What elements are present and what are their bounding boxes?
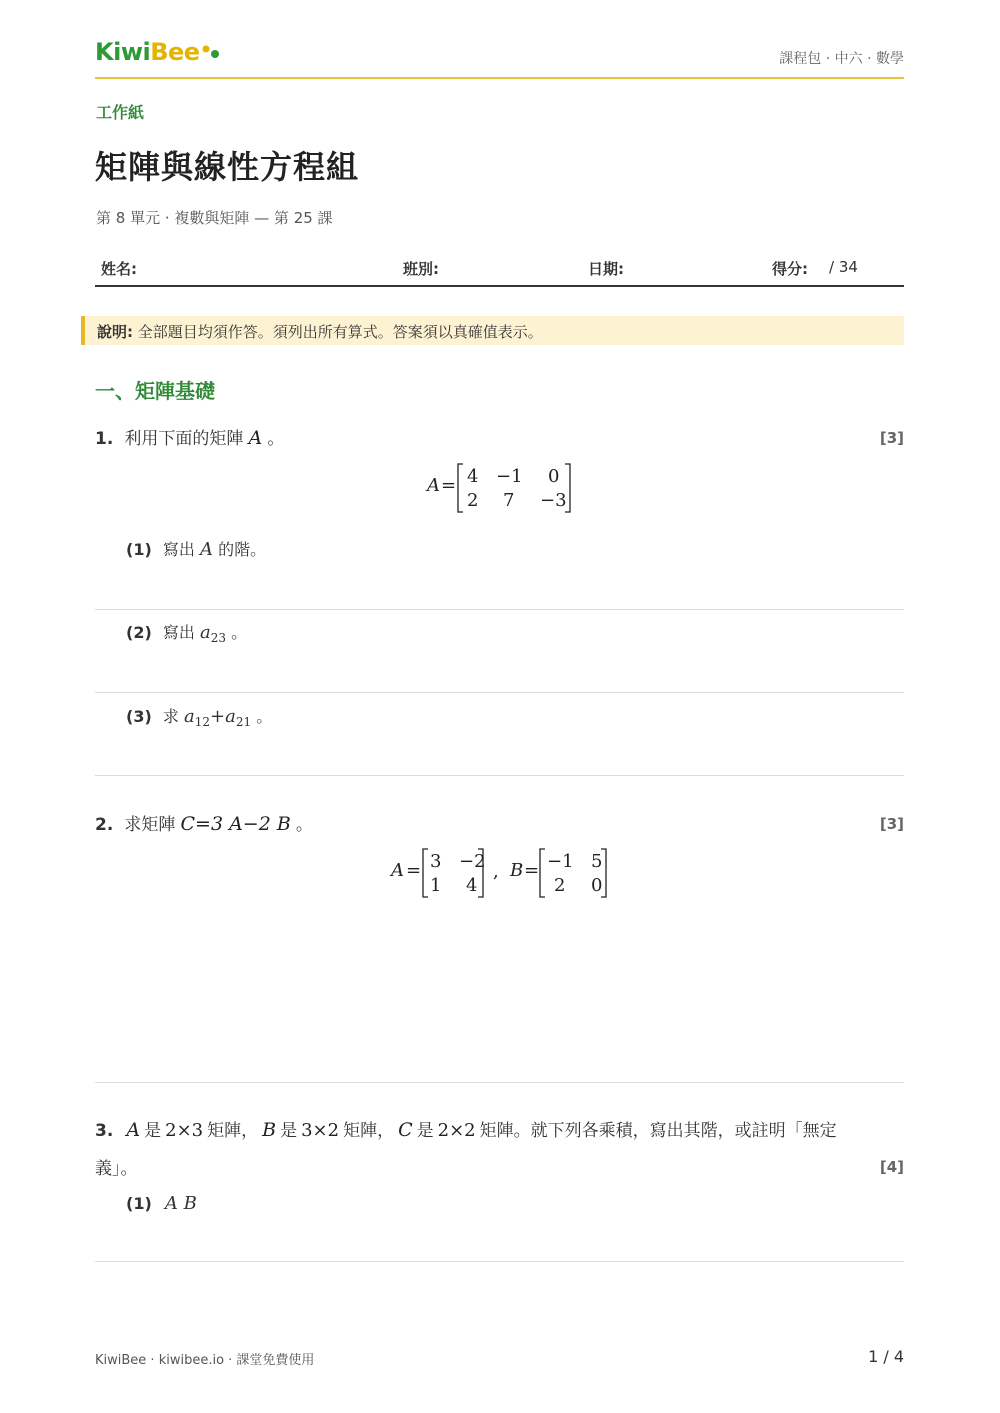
equals-sign: = [524,860,540,881]
question-3 [95,1116,904,1141]
worksheet-tag: 工作紙 [96,103,145,122]
question-text: 利用下面的矩陣 [124,429,244,449]
subquestion-text: 寫出 [162,540,195,559]
student-info-row [95,256,904,287]
score-total: / 34 [829,258,858,276]
question-text-end: 。 [267,429,285,449]
matrix-cell: −2 [459,851,486,872]
kiwibee-logo [95,38,200,66]
header-divider [95,77,904,79]
math-var: a [183,706,195,727]
class-label: 班別: [403,260,439,278]
matrix-cell: 0 [591,875,603,896]
subquestion-1 [126,1193,197,1214]
matrix-pair-display [391,847,611,899]
matrix-a-display [427,462,577,514]
question-number: 2. [95,815,114,835]
question-text-segment: 是 [144,1121,162,1141]
subquestion-text-end: 。 [256,707,273,726]
course-breadcrumb: 課程包 · 中六 · 數學 [779,51,904,67]
math-var: C [398,1119,413,1141]
matrix-cell: −3 [540,490,567,511]
answer-line [95,692,904,693]
equals-sign: = [406,860,422,881]
subquestion-text-end: 。 [231,623,248,642]
answer-line [95,1082,904,1083]
footer-text: KiwiBee · kiwibee.io · 課堂免費使用 [95,1353,315,1368]
question-2 [95,810,313,835]
matrix-cell: 3 [430,851,442,872]
subquestion-number: (3) [126,707,152,726]
question-text-segment: 是 [416,1121,434,1141]
date-label: 日期: [588,260,624,278]
math-subscript: 12 [194,715,210,730]
answer-line [95,1261,904,1262]
math-expression: C=3 A−2 B [180,813,291,835]
question-text-continued: 義」。 [95,1159,138,1179]
subquestion-text: 求 [162,707,179,726]
section-heading: 一、矩陣基礎 [95,379,215,403]
matrix-name: A [427,475,440,496]
instructions-text: 全部題目均須作答。須列出所有算式。答案須以真確值表示。 [137,323,543,341]
math-var: a [225,706,236,727]
matrix-cell: −1 [496,466,523,487]
matrix-cell: 0 [548,466,560,487]
logo-kiwi-text: Kiwi [95,38,151,66]
matrix-cell: 4 [467,466,479,487]
equals-sign: = [441,475,457,496]
subquestion-number: (1) [126,1194,152,1213]
matrix-cell: 2 [467,490,479,511]
subquestion-text: 寫出 [162,623,195,642]
question-number: 1. [95,429,114,449]
math-dimension: 2×2 [437,1120,476,1141]
math-var: a [199,622,211,643]
comma: , [493,861,499,882]
matrix-name: A [391,860,404,881]
subquestion-number: (2) [126,623,152,642]
page-title: 矩陣與線性方程組 [95,148,360,186]
math-subscript: 21 [235,715,252,730]
subquestion-2 [126,620,247,645]
matrix-cell: 1 [430,875,442,896]
question-text-segment: 是 [280,1121,298,1141]
subquestion-1 [126,537,266,560]
question-text-segment: 矩陣。就下列各乘積，寫出其階，或註明「無定 [479,1121,837,1141]
question-text-segment: 矩陣， [207,1121,259,1141]
logo-dots-icon [201,44,221,60]
matrix-cell: 5 [591,851,603,872]
math-expression: A B [164,1193,197,1214]
logo-bee-text: Bee [150,38,200,66]
subquestion-3 [126,704,272,729]
score-label: 得分: [772,260,808,278]
subquestion-text-end: 的階。 [218,540,267,559]
question-text [118,1121,836,1140]
instructions-box [81,316,904,345]
math-subscript: 23 [210,631,226,646]
question-marks: [3] [879,429,904,447]
math-var: A [199,539,213,560]
question-text-segment: 矩陣， [343,1121,395,1141]
answer-line [95,775,904,776]
plus-sign: + [209,706,226,727]
math-var: A [248,427,263,449]
matrix-cell: 4 [466,875,478,896]
math-dimension: 2×3 [165,1120,204,1141]
matrix-name: B [510,860,524,881]
matrix-cell: 7 [503,490,515,511]
math-var: B [262,1119,277,1141]
math-dimension: 3×2 [301,1120,340,1141]
math-var: A [126,1119,141,1141]
question-text-end: 。 [295,815,313,835]
page-number: 1 / 4 [868,1347,904,1366]
instructions-label: 說明: [97,323,133,341]
question-marks: [4] [879,1158,904,1176]
page-subtitle: 第 8 單元 · 複數與矩陣 — 第 25 課 [96,209,333,227]
matrix-cell: 2 [554,875,566,896]
question-marks: [3] [879,815,904,833]
question-number: 3. [95,1121,114,1141]
matrix-cell: −1 [547,851,574,872]
question-1 [95,424,284,449]
name-label: 姓名: [101,260,137,278]
subquestion-number: (1) [126,540,152,559]
answer-line [95,609,904,610]
question-text: 求矩陣 [124,815,176,835]
